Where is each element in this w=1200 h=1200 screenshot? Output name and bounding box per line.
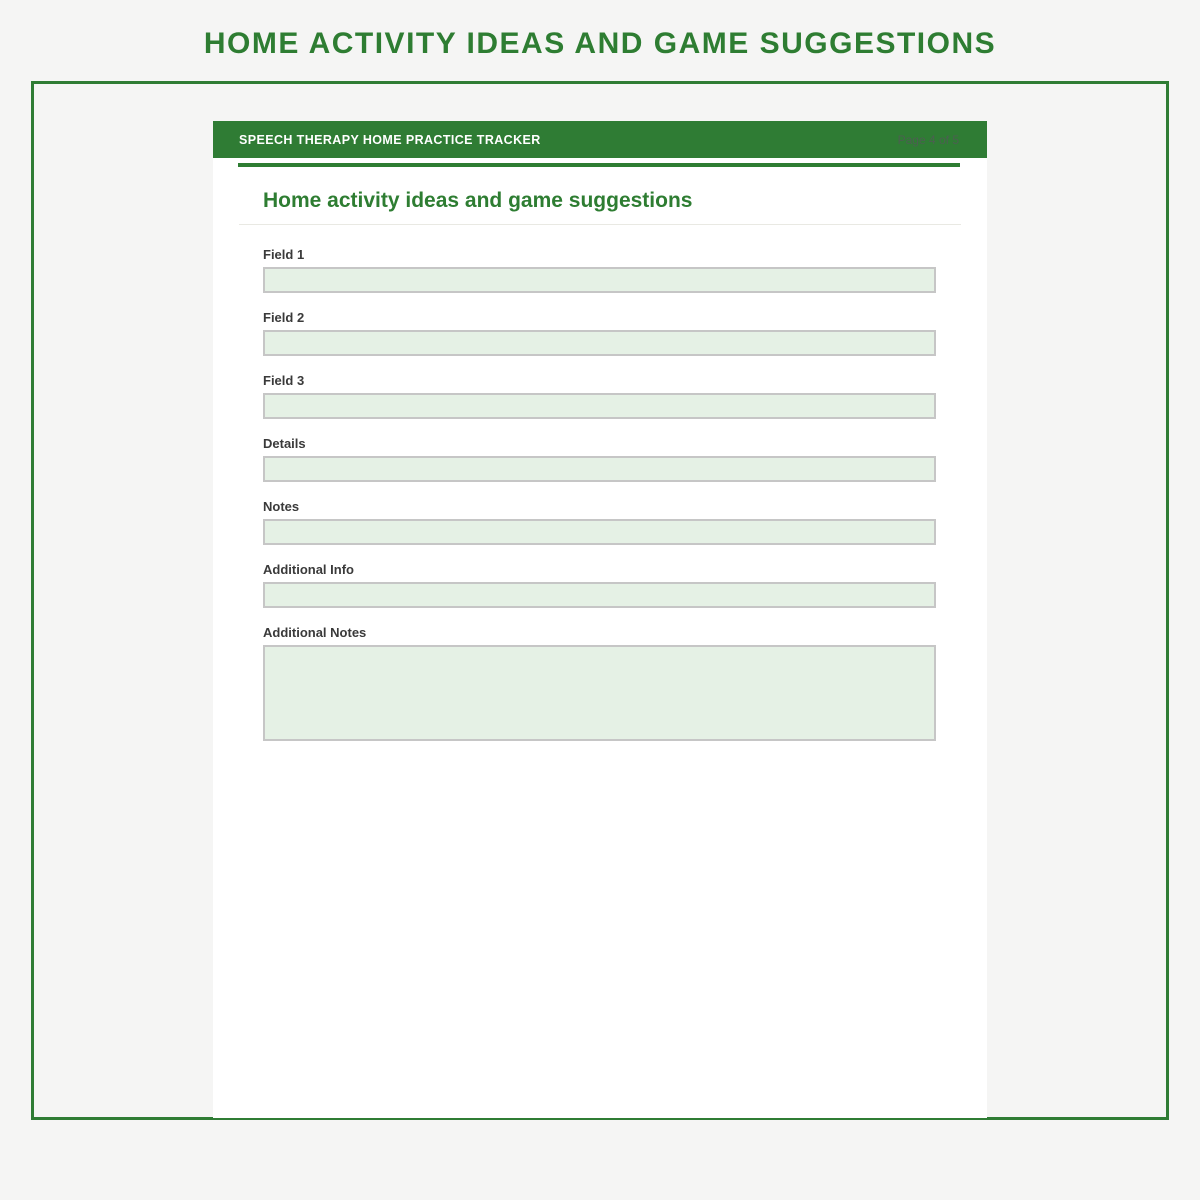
page-indicator: Page 4 of 5: [897, 132, 959, 147]
header-divider: [238, 163, 960, 167]
details-label: Details: [263, 436, 306, 451]
document-header-title: SPEECH THERAPY HOME PRACTICE TRACKER: [239, 132, 541, 147]
field-group-notes: [263, 499, 936, 545]
field-1-label: Field 1: [263, 247, 305, 262]
page-title: HOME ACTIVITY IDEAS AND GAME SUGGESTIONS: [203, 27, 997, 60]
form-fields: [213, 225, 987, 741]
additional-notes-textarea[interactable]: [263, 645, 936, 741]
field-group-additional-notes: [263, 625, 936, 741]
document-header: [213, 121, 987, 158]
details-input[interactable]: [263, 456, 936, 482]
field-group-field-3: [263, 373, 936, 419]
section-heading: Home activity ideas and game suggestions: [263, 189, 693, 212]
document-card: [213, 121, 987, 1118]
field-3-label: Field 3: [263, 373, 305, 388]
field-group-details: [263, 436, 936, 482]
field-group-field-2: [263, 310, 936, 356]
additional-notes-label: Additional Notes: [263, 625, 367, 640]
field-2-label: Field 2: [263, 310, 305, 325]
field-2-input[interactable]: [263, 330, 936, 356]
field-group-field-1: [263, 247, 936, 293]
additional-info-input[interactable]: [263, 582, 936, 608]
notes-label: Notes: [263, 499, 300, 514]
field-1-input[interactable]: [263, 267, 936, 293]
additional-info-label: Additional Info: [263, 562, 354, 577]
field-3-input[interactable]: [263, 393, 936, 419]
notes-input[interactable]: [263, 519, 936, 545]
field-group-additional-info: [263, 562, 936, 608]
